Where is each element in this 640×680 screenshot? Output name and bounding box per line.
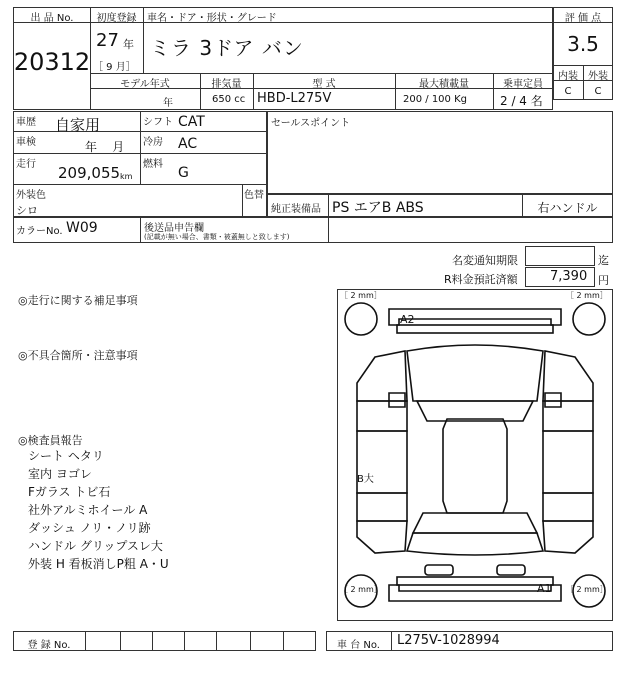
steering-value: 右ハンドル: [537, 201, 598, 215]
name-change-deadline-field: [525, 246, 595, 266]
roof-outline: [443, 419, 507, 513]
sales-point-label: セールスポイント: [271, 118, 351, 129]
inspection-value: 年 月: [85, 140, 125, 154]
mileage-value: 209,055: [58, 164, 121, 182]
inspector-report-label: ◎検査員報告: [18, 434, 83, 447]
hood-outline: [407, 345, 543, 401]
inspection-label: 車検: [16, 137, 36, 148]
fuel-label: 燃料: [143, 159, 163, 170]
name-change-deadline-unit: 迄: [598, 254, 609, 267]
name-change-deadline-label: 名変通知期限: [452, 254, 518, 267]
color-no-value: W09: [66, 220, 98, 236]
front-bumper-outline: [389, 309, 561, 325]
tire-tread-front-left: ［ 2 mm］: [340, 291, 382, 300]
wheel-front-left-icon: [345, 303, 377, 335]
model-year-unit: 年: [163, 98, 173, 109]
recycle-fee-label: R料金預託済額: [444, 273, 518, 286]
recycle-fee-unit: 円: [598, 274, 609, 287]
exterior-grade: C: [594, 86, 602, 97]
interior-grade: C: [564, 86, 572, 97]
wheel-front-right-icon: [573, 303, 605, 335]
damage-mark-a1: A1: [537, 582, 552, 595]
mileage-unit: km: [120, 172, 133, 181]
tire-tread-rear-right: ［ 2 mm］: [566, 585, 608, 594]
exterior-label: 外装: [588, 71, 608, 82]
defects-label: ◎不具合箇所・注意事項: [18, 349, 138, 362]
lot-number: 20312: [13, 48, 91, 76]
recycle-fee-value: 7,390: [550, 269, 588, 284]
max-load-label: 最大積載量: [419, 79, 469, 90]
exterior-color-label: 外装色: [16, 190, 46, 201]
inspector-line: シート ヘタリ: [28, 449, 104, 463]
inspector-line: ダッシュ ノリ・ノリ跡: [28, 521, 151, 535]
damage-mark-b: B大: [357, 474, 374, 485]
registration-year-unit: 年: [123, 38, 134, 51]
inspector-line: 社外アルミホイール A: [28, 503, 148, 517]
registration-year: 27: [96, 30, 119, 51]
damage-mark-a2: A2: [400, 313, 415, 326]
history-value: 自家用: [55, 116, 101, 134]
ac-label: 冷房: [143, 137, 163, 148]
tire-tread-rear-left: ［ 2 mm］: [340, 585, 382, 594]
windshield-outline: [417, 401, 533, 421]
docs-note: (記載が無い場合、書類・被蓋無しと致します): [144, 233, 290, 241]
equipment-label: 純正装備品: [271, 204, 321, 215]
docs-label: 後送品申告欄: [144, 223, 204, 234]
max-load-value: 200 / 100 Kg: [403, 94, 467, 105]
inspector-line: 室内 ヨゴレ: [28, 467, 92, 481]
car-name: ミラ 3ドア バン: [150, 36, 304, 60]
model-label: 型 式: [312, 79, 336, 90]
inspector-line: Fガラス トビ石: [28, 485, 111, 499]
displacement-label: 排気量: [211, 79, 242, 90]
ac-value: AC: [178, 136, 198, 152]
inspector-line: ハンドル グリップスレ大: [28, 539, 163, 553]
chassis-number-label: 車 台 No.: [337, 640, 380, 651]
capacity-value: 2 / 4 名: [500, 94, 543, 108]
model-year-label: モデル年式: [120, 79, 170, 90]
rear-window-outline: [413, 513, 537, 533]
tire-tread-front-right: ［ 2 mm］: [566, 291, 608, 300]
rating-label: 評 価 点: [564, 13, 602, 24]
registration-number-label: 登 録 No.: [27, 640, 71, 651]
model-value: HBD-L275V: [257, 91, 332, 106]
rear-bumper-outline: [389, 585, 561, 601]
displacement-value: 650 cc: [212, 94, 246, 105]
rating-value: 3.5: [567, 32, 599, 56]
first-registration-label: 初度登録: [96, 13, 137, 24]
inspector-line: 外装 H 看板消しP粗 A・U: [28, 557, 169, 571]
mileage-label: 走行: [16, 159, 36, 170]
driving-notes-label: ◎走行に関する補足事項: [18, 294, 138, 307]
capacity-label: 乗車定員: [503, 79, 543, 90]
shift-label: シフト: [143, 117, 173, 128]
color-docs-box: [13, 217, 613, 243]
car-outline-diagram: [337, 289, 613, 621]
registration-month: ［ 9 月］: [93, 62, 136, 73]
history-label: 車歴: [16, 117, 36, 128]
color-change-label: 色替: [244, 190, 264, 201]
lot-number-label: 出 品 No.: [30, 13, 74, 24]
shift-value: CAT: [178, 114, 205, 130]
interior-label: 内装: [558, 71, 578, 82]
exterior-color-value: シロ: [16, 204, 38, 217]
equipment-value: PS エアB ABS: [332, 200, 424, 216]
car-name-label: 車名・ドア・形状・グレード: [147, 13, 277, 24]
chassis-number: L275V-1028994: [397, 633, 500, 648]
tailgate-outline: [407, 533, 543, 555]
fuel-value: G: [178, 165, 189, 181]
color-no-label: カラーNo.: [16, 226, 63, 237]
